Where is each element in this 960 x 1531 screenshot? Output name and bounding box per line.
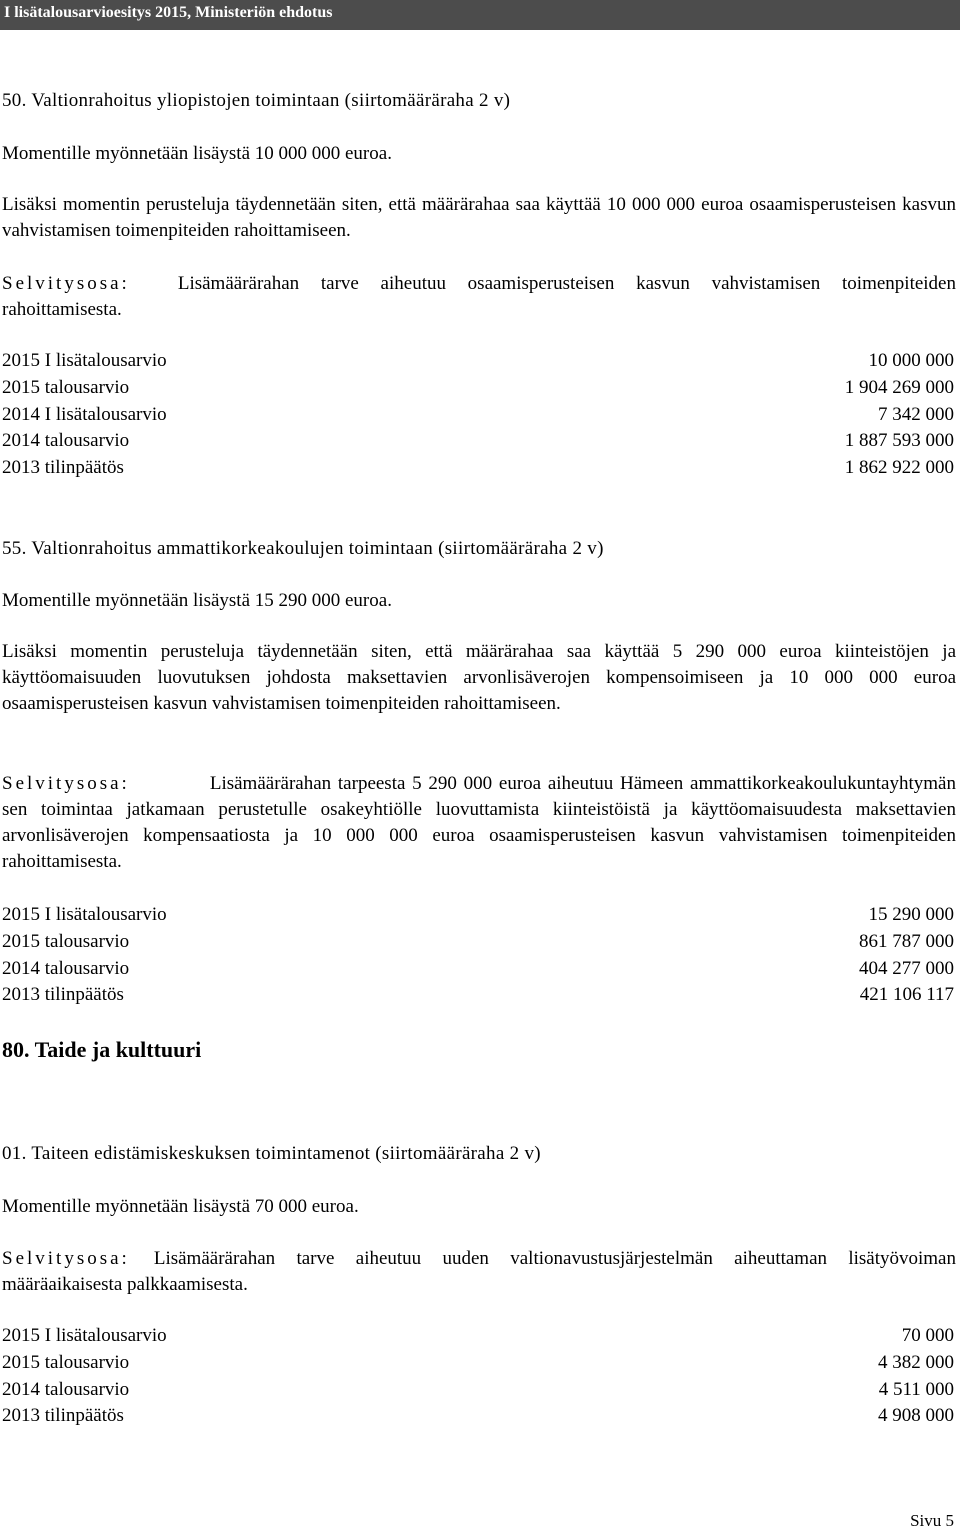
section-55-paragraph-2: Lisäksi momentin perusteluja täydennetään siten, että määrärahaa saa käyttää 5 290 000 euroa kiinteistöjen ja käyttöomaisuuden luovutuksen johdosta maksettavien arvonlisäverojen kompensoimiseen ja 10 000 000 euroa osaamisperusteisen kasvun vahvistamisen toimenpiteiden rahoittamiseen.	[2, 641, 956, 714]
explanation-text: Lisämäärärahan tarpeesta 5 290 000 euroa aiheutuu Hämeen ammattikorkeakoulukuntayhtymän sen toimintaa jatkamaan perustetulle osakeyhtiölle luovuttamista kiinteistöistä ja käyttöomaisuudesta maksettavien arvonlisäverojen kompensaatiosta ja 10 000 000 euroa osaamisperusteisen kasvun vahvistamisen toimenpiteiden rahoittamisesta.	[2, 773, 956, 872]
table-row: 2013 tilinpäätös 4 908 000	[2, 1405, 954, 1427]
table-row: 2014 I lisätalousarvio 7 342 000	[2, 403, 954, 425]
section-01-budget-table	[2, 1323, 954, 1430]
section-50-budget-table	[2, 348, 954, 482]
explanation-label: Selvitysosa:	[2, 1248, 130, 1269]
explanation-text: Lisämäärärahan tarve aiheutuu uuden valtionavustusjärjestelmän aiheuttaman lisätyövoiman määräaikaisesta palkkaamisesta.	[2, 1248, 956, 1295]
section-50-heading: 50. Valtionrahoitus yliopistojen toimintaan (siirtomääräraha 2 v)	[2, 90, 511, 111]
section-55-explanation	[2, 771, 956, 875]
document-header-bar	[0, 0, 960, 30]
table-row: 2015 talousarvio 4 382 000	[2, 1351, 954, 1373]
table-row: 2013 tilinpäätös 421 106 117	[2, 984, 954, 1006]
table-row: 2013 tilinpäätös 1 862 922 000	[2, 457, 954, 479]
section-50-explanation	[2, 271, 956, 323]
section-80-heading: 80. Taide ja kulttuuri	[2, 1037, 202, 1062]
section-50-paragraph-2: Lisäksi momentin perusteluja täydennetään siten, että määrärahaa saa käyttää 10 000 000 euroa osaamisperusteisen kasvun vahvistamisen toimenpiteiden rahoittamiseen.	[2, 194, 956, 241]
table-row: 2015 talousarvio 1 904 269 000	[2, 376, 954, 398]
explanation-label: Selvitysosa:	[2, 273, 130, 294]
explanation-label: Selvitysosa:	[2, 773, 130, 794]
section-55-heading: 55. Valtionrahoitus ammattikorkeakoulujen toimintaan (siirtomääräraha 2 v)	[2, 538, 604, 559]
explanation-text: Lisämäärärahan tarve aiheutuu osaamisperusteisen kasvun vahvistamisen toimenpiteiden rahoittamisesta.	[2, 273, 956, 320]
section-55-paragraph-1: Momentille myönnetään lisäystä 15 290 000 euroa.	[2, 590, 392, 611]
table-row: 2014 talousarvio 4 511 000	[2, 1378, 954, 1400]
table-row: 2015 I lisätalousarvio 10 000 000	[2, 350, 954, 371]
table-row: 2014 talousarvio 1 887 593 000	[2, 430, 954, 452]
section-01-heading: 01. Taiteen edistämiskeskuksen toimintamenot (siirtomääräraha 2 v)	[2, 1143, 541, 1164]
section-50-paragraph-1: Momentille myönnetään lisäystä 10 000 000 euroa.	[2, 143, 392, 164]
section-55-budget-table	[2, 902, 954, 1009]
section-01-explanation	[2, 1246, 956, 1298]
table-row: 2015 I lisätalousarvio 70 000	[2, 1325, 954, 1346]
page-number: Sivu 5	[910, 1511, 954, 1530]
table-row: 2014 talousarvio 404 277 000	[2, 957, 954, 979]
table-row: 2015 talousarvio 861 787 000	[2, 930, 954, 952]
section-01-paragraph-1: Momentille myönnetään lisäystä 70 000 euroa.	[2, 1196, 359, 1217]
table-row: 2015 I lisätalousarvio 15 290 000	[2, 904, 954, 925]
document-title: I lisätalousarvioesitys 2015, Ministeriön ehdotus	[4, 4, 333, 21]
